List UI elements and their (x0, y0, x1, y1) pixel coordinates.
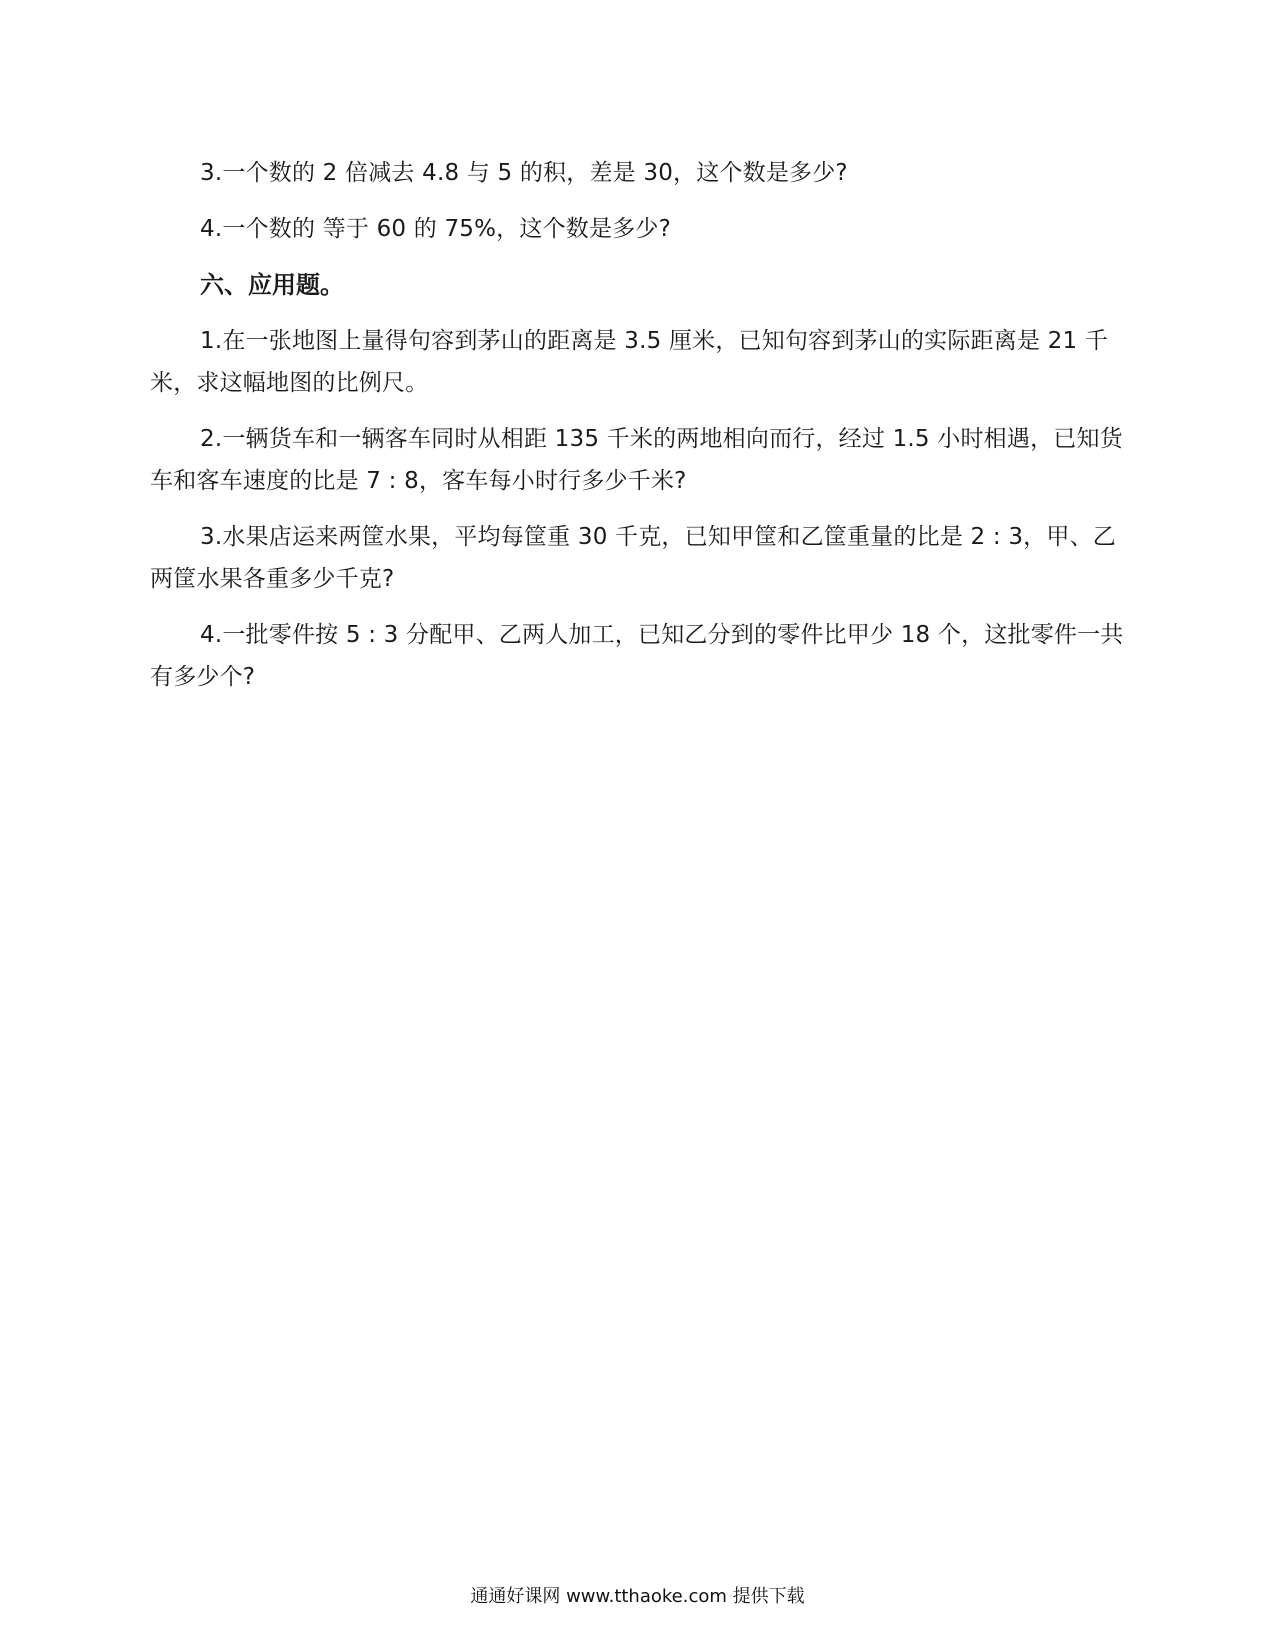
word-problem-3: 3.水果店运来两筐水果，平均每筐重 30 千克，已知甲筐和乙筐重量的比是 2 : 3，甲、乙两筐水果各重多少千克? (150, 524, 1116, 592)
question-4: 4.一个数的 等于 60 的 75%，这个数是多少? (200, 216, 671, 242)
page-footer: 通通好课网 www.tthaoke.com 提供下载 (470, 1586, 805, 1607)
word-problem-2: 2.一辆货车和一辆客车同时从相距 135 千米的两地相向而行，经过 1.5 小时相遇，已知货车和客车速度的比是 7 : 8，客车每小时行多少千米? (150, 426, 1123, 494)
document-body (150, 152, 1130, 712)
question-3: 3.一个数的 2 倍减去 4.8 与 5 的积，差是 30，这个数是多少? (200, 160, 848, 186)
section-heading: 六、应用题。 (200, 271, 344, 299)
word-problem-4: 4.一批零件按 5 : 3 分配甲、乙两人加工，已知乙分到的零件比甲少 18 个，这批零件一共有多少个? (150, 622, 1124, 690)
word-problem-1: 1.在一张地图上量得句容到茅山的距离是 3.5 厘米，已知句容到茅山的实际距离是 21 千米，求这幅地图的比例尺。 (150, 328, 1109, 396)
